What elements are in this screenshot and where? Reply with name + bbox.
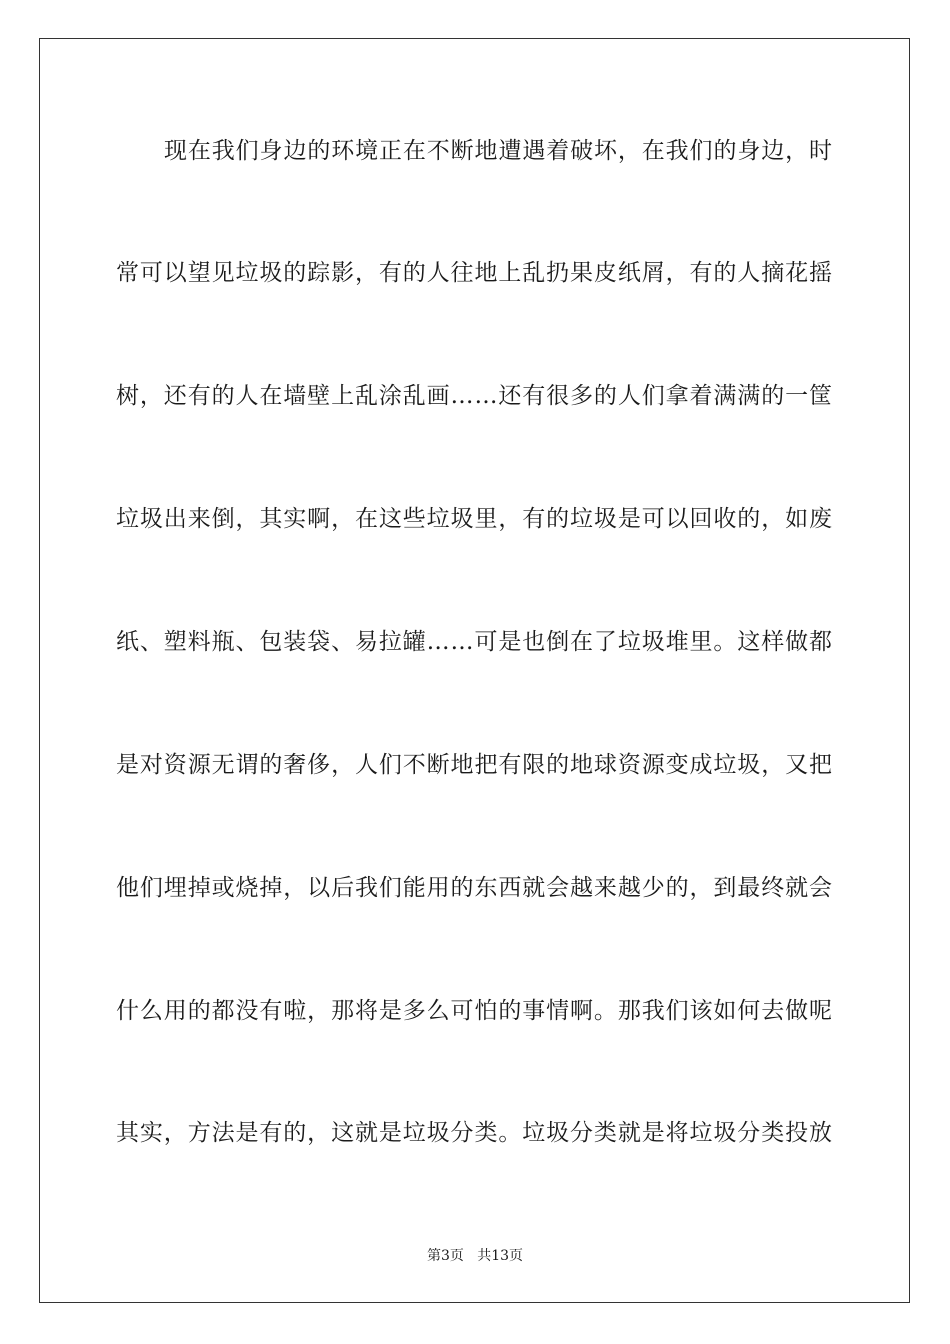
page-border	[39, 38, 910, 1303]
paragraph-line-5: 纸、塑料瓶、包装袋、易拉罐……可是也倒在了垃圾堆里。这样做都	[116, 629, 833, 655]
paragraph-line-8: 什么用的都没有啦，那将是多么可怕的事情啊。那我们该如何去做呢	[116, 998, 833, 1024]
paragraph-line-2: 常可以望见垃圾的踪影，有的人往地上乱扔果皮纸屑，有的人摘花摇	[116, 260, 833, 286]
paragraph-line-3: 树，还有的人在墙壁上乱涂乱画……还有很多的人们拿着满满的一筐	[116, 383, 833, 409]
paragraph-line-6: 是对资源无谓的奢侈，人们不断地把有限的地球资源变成垃圾，又把	[116, 752, 833, 778]
page-number-footer: 第3页 共13页	[426, 1248, 524, 1264]
paragraph-line-1: 现在我们身边的环境正在不断地遭遇着破坏，在我们的身边，时	[164, 138, 833, 164]
paragraph-line-7: 他们埋掉或烧掉，以后我们能用的东西就会越来越少的，到最终就会	[116, 875, 833, 901]
paragraph-line-9: 其实，方法是有的，这就是垃圾分类。垃圾分类就是将垃圾分类投放	[116, 1120, 833, 1146]
paragraph-line-4: 垃圾出来倒，其实啊，在这些垃圾里，有的垃圾是可以回收的，如废	[116, 506, 833, 532]
